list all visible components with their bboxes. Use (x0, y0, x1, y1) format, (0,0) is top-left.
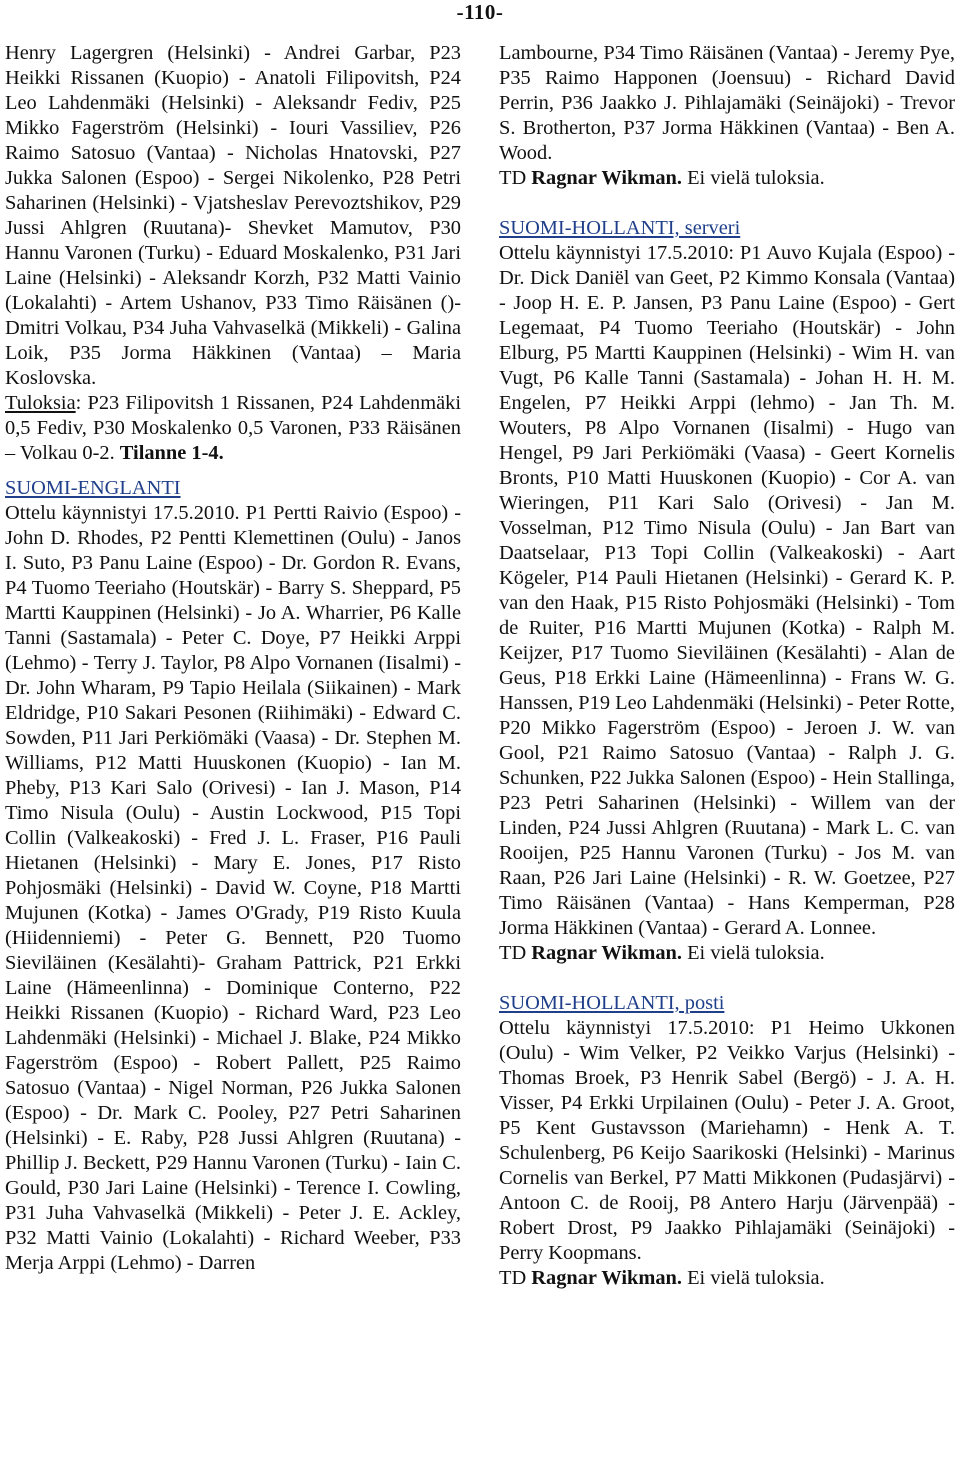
td-name: Ragnar Wikman. (531, 167, 682, 189)
section-heading-finland-england: SUOMI-ENGLANTI (5, 477, 181, 499)
td-prefix: TD (499, 167, 532, 189)
server-match-paragraph: Ottelu käynnistyi 17.5.2010: P1 Auvo Kujala (Espoo) - Dr. Dick Daniël van Geet, P2 Kimmo Konsala (Vantaa) - Joop H. E. P. Jansen, P3 Panu Laine (Espoo) - Gert Legemaat, P4 Tuomo Teeriaho (Houtskär) - John Elburg, P5 Martti Kauppinen (Helsinki) - Wim H. van Vugt, P6 Kalle Tanni (Sastamala) - Johan H. H. M. Engelen, P7 Heikki Arppi (lehmo) - Jan Th. M. Wouters, P8 Alpo Vornanen (Iisalmi) - Hugo van Hengel, P9 Jari Perkiömäki (Vaasa) - Geert Kornelis Bronts, P10 Matti Huuskonen (Kuopio) - Cor A. van Wieringen, P11 Kari Salo (Orivesi) - Jan M. Vosselman, P12 Timo Nisula (Oulu) - Jan Bart van Daatselaar, P13 Topi Collin (Valkeakoski) - Aart Kögeler, P14 Pauli Hietanen (Helsinki) - Gerard K. P. van den Haak, P15 Risto Pohjosmäki (Helsinki) - Tom de Ruiter, P16 Martti Mujunen (Kotka) - Ralph M. Keijzer, P17 Tuomo Sieviläinen (Kesälahti) - Alan de Geus, P18 Erkki Laine (Hämeenlinna) - Frans W. G. Hanssen, P19 Leo Lahdenmäki (Helsinki) - Peter Rotte, P20 Mikko Fagerström (Espoo) - Jeroen J. W. van Gool, P21 Raimo Satosuo (Vantaa) - Ralph J. G. Schunken, P22 Jukka Salonen (Espoo) - Hein Stallinga, P23 Petri Saharinen (Helsinki) - Willem van der Linden, P24 Jussi Ahlgren (Ruutana) - Mark L. C. van Rooijen, P25 Hannu Varonen (Turku) - Jos M. van Raan, P26 Jari Laine (Helsinki) - R. W. Goetzee, P27 Timo Räisänen (Vantaa) - Hans Kemperman, P28 Jorma Häkkinen (Vantaa) - Gerard A. Lonnee. (499, 242, 955, 939)
td-line-2 (499, 941, 955, 966)
results-paragraph (5, 391, 461, 466)
post-match-paragraph: Ottelu käynnistyi 17.5.2010: P1 Heimo Ukkonen (Oulu) - Wim Velker, P2 Veikko Varjus (Helsinki) - Thomas Broek, P3 Henrik Sabel (Bergö) - J. A. H. Visser, P4 Erkki Urpilainen (Oulu) - Peter J. A. Groot, P5 Kent Gustavsson (Mariehamn) - Henk A. T. Schulenberg, P6 Keijo Saarikoski (Helsinki) - Marinus Cornelis van Berkel, P7 Matti Mikkonen (Pudasjärvi) - Antoon C. de Rooij, P8 Antero Harju (Järvenpää) - Robert Drost, P9 Jaakko Pihlajamäki (Seinäjoki) - Perry Koopmans. (499, 1017, 955, 1264)
page-number: -110- (456, 0, 504, 24)
right-paragraph-1: Lambourne, P34 Timo Räisänen (Vantaa) - Jeremy Pye, P35 Raimo Happonen (Joensuu) - Richard David Perrin, P36 Jaakko J. Pihlajamäki (Seinäjoki) - Trevor S. Brotherton, P37 Jorma Häkkinen (Vantaa) - Ben A. Wood. (499, 42, 955, 164)
section-heading-finland-netherlands-post: SUOMI-HOLLANTI, posti (499, 992, 725, 1014)
results-text: : P23 Filipovitsh 1 Rissanen, P24 Lahdenmäki 0,5 Fediv, P30 Moskalenko 0,5 Varonen, P33 Räisänen – Volkau 0-2. (5, 392, 461, 464)
left-paragraph-1: Henry Lagergren (Helsinki) - Andrei Garbar, P23 Heikki Rissanen (Kuopio) - Anatoli Filipovitsh, P24 Leo Lahdenmäki (Helsinki) - Aleksandr Fediv, P25 Mikko Fagerström (Helsinki) - Iouri Vassiliev, P26 Raimo Satosuo (Vantaa) - Nicholas Hnatovski, P27 Jukka Salonen (Espoo) - Sergei Nikolenko, P28 Petri Saharinen (Helsinki) - Vjatsheslav Perevoztshikov, P29 Jussi Ahlgren (Ruutana)- Shevket Mamutov, P30 Hannu Varonen (Turku) - Eduard Moskalenko, P31 Jari Laine (Helsinki) - Aleksandr Korzh, P32 Matti Vainio (Lokalahti) - Artem Ushanov, P33 Timo Räisänen ()-Dmitri Volkau, P34 Juha Vahvaselkä (Mikkeli) - Galina Loik, P35 Jorma Häkkinen (Vantaa) – Maria Koslovska. (5, 42, 461, 389)
left-column (5, 41, 461, 1276)
td-prefix: TD (499, 942, 532, 964)
td-suffix: Ei vielä tuloksia. (682, 1267, 825, 1289)
td-name: Ragnar Wikman. (531, 942, 682, 964)
td-prefix: TD (499, 1267, 532, 1289)
section-heading-finland-netherlands-server: SUOMI-HOLLANTI, serveri (499, 217, 741, 239)
results-label: Tuloksia (5, 392, 76, 414)
england-match-paragraph: Ottelu käynnistyi 17.5.2010. P1 Pertti Raivio (Espoo) - John D. Rhodes, P2 Pentti Klemettinen (Oulu) - Janos I. Suto, P3 Panu Laine (Espoo) - Dr. Gordon R. Evans, P4 Tuomo Teeriaho (Houtskär) - Barry S. Sheppard, P5 Martti Kauppinen (Helsinki) - Jo A. Wharrier, P6 Kalle Tanni (Sastamala) - Peter C. Doye, P7 Heikki Arppi (Lehmo) - Terry J. Taylor, P8 Alpo Vornanen (Iisalmi) - Dr. John Wharam, P9 Tapio Heilala (Siikainen) - Mark Eldridge, P10 Sakari Pesonen (Riihimäki) - Edward C. Sowden, P11 Jari Perkiömäki (Vaasa) - Dr. Stephen M. Williams, P12 Matti Huuskonen (Kuopio) - Ian M. Pheby, P13 Kari Salo (Orivesi) - Ian J. Mason, P14 Timo Nisula (Oulu) - Austin Lockwood, P15 Topi Collin (Valkeakoski) - Fred J. L. Fraser, P16 Pauli Hietanen (Helsinki) - Mary E. Jones, P17 Risto Pohjosmäki (Helsinki) - David W. Coyne, P18 Martti Mujunen (Kotka) - James O'Grady, P19 Risto Kuula (Hiidenniemi) - Peter G. Bennett, P20 Tuomo Sieviläinen (Kesälahti)- Graham Pattrick, P21 Erkki Laine (Hämeenlinna) - Dominique Conterno, P22 Heikki Rissanen (Kuopio) - Richard Ward, P23 Leo Lahdenmäki (Helsinki) - Michael J. Blake, P24 Mikko Fagerström (Espoo) - Robert Pallett, P25 Raimo Satosuo (Vantaa) - Nigel Norman, P26 Jukka Salonen (Espoo) - Dr. Mark C. Pooley, P27 Petri Saharinen (Helsinki) - E. Raby, P28 Jussi Ahlgren (Ruutana) - Phillip J. Beckett, P29 Hannu Varonen (Turku) - Iain C. Gould, P30 Jari Laine (Helsinki) - Terence I. Cowling, P31 Juha Vahvaselkä (Mikkeli) - Peter J. E. Ackley, P32 Matti Vainio (Lokalahti) - Richard Weeber, P33 Merja Arppi (Lehmo) - Darren (5, 502, 461, 1274)
standing-text: Tilanne 1-4. (119, 442, 224, 464)
td-line-3 (499, 1266, 955, 1291)
td-name: Ragnar Wikman. (531, 1267, 682, 1289)
td-suffix: Ei vielä tuloksia. (682, 942, 825, 964)
td-line-1 (499, 166, 955, 191)
right-column (499, 41, 955, 1291)
td-suffix: Ei vielä tuloksia. (682, 167, 825, 189)
